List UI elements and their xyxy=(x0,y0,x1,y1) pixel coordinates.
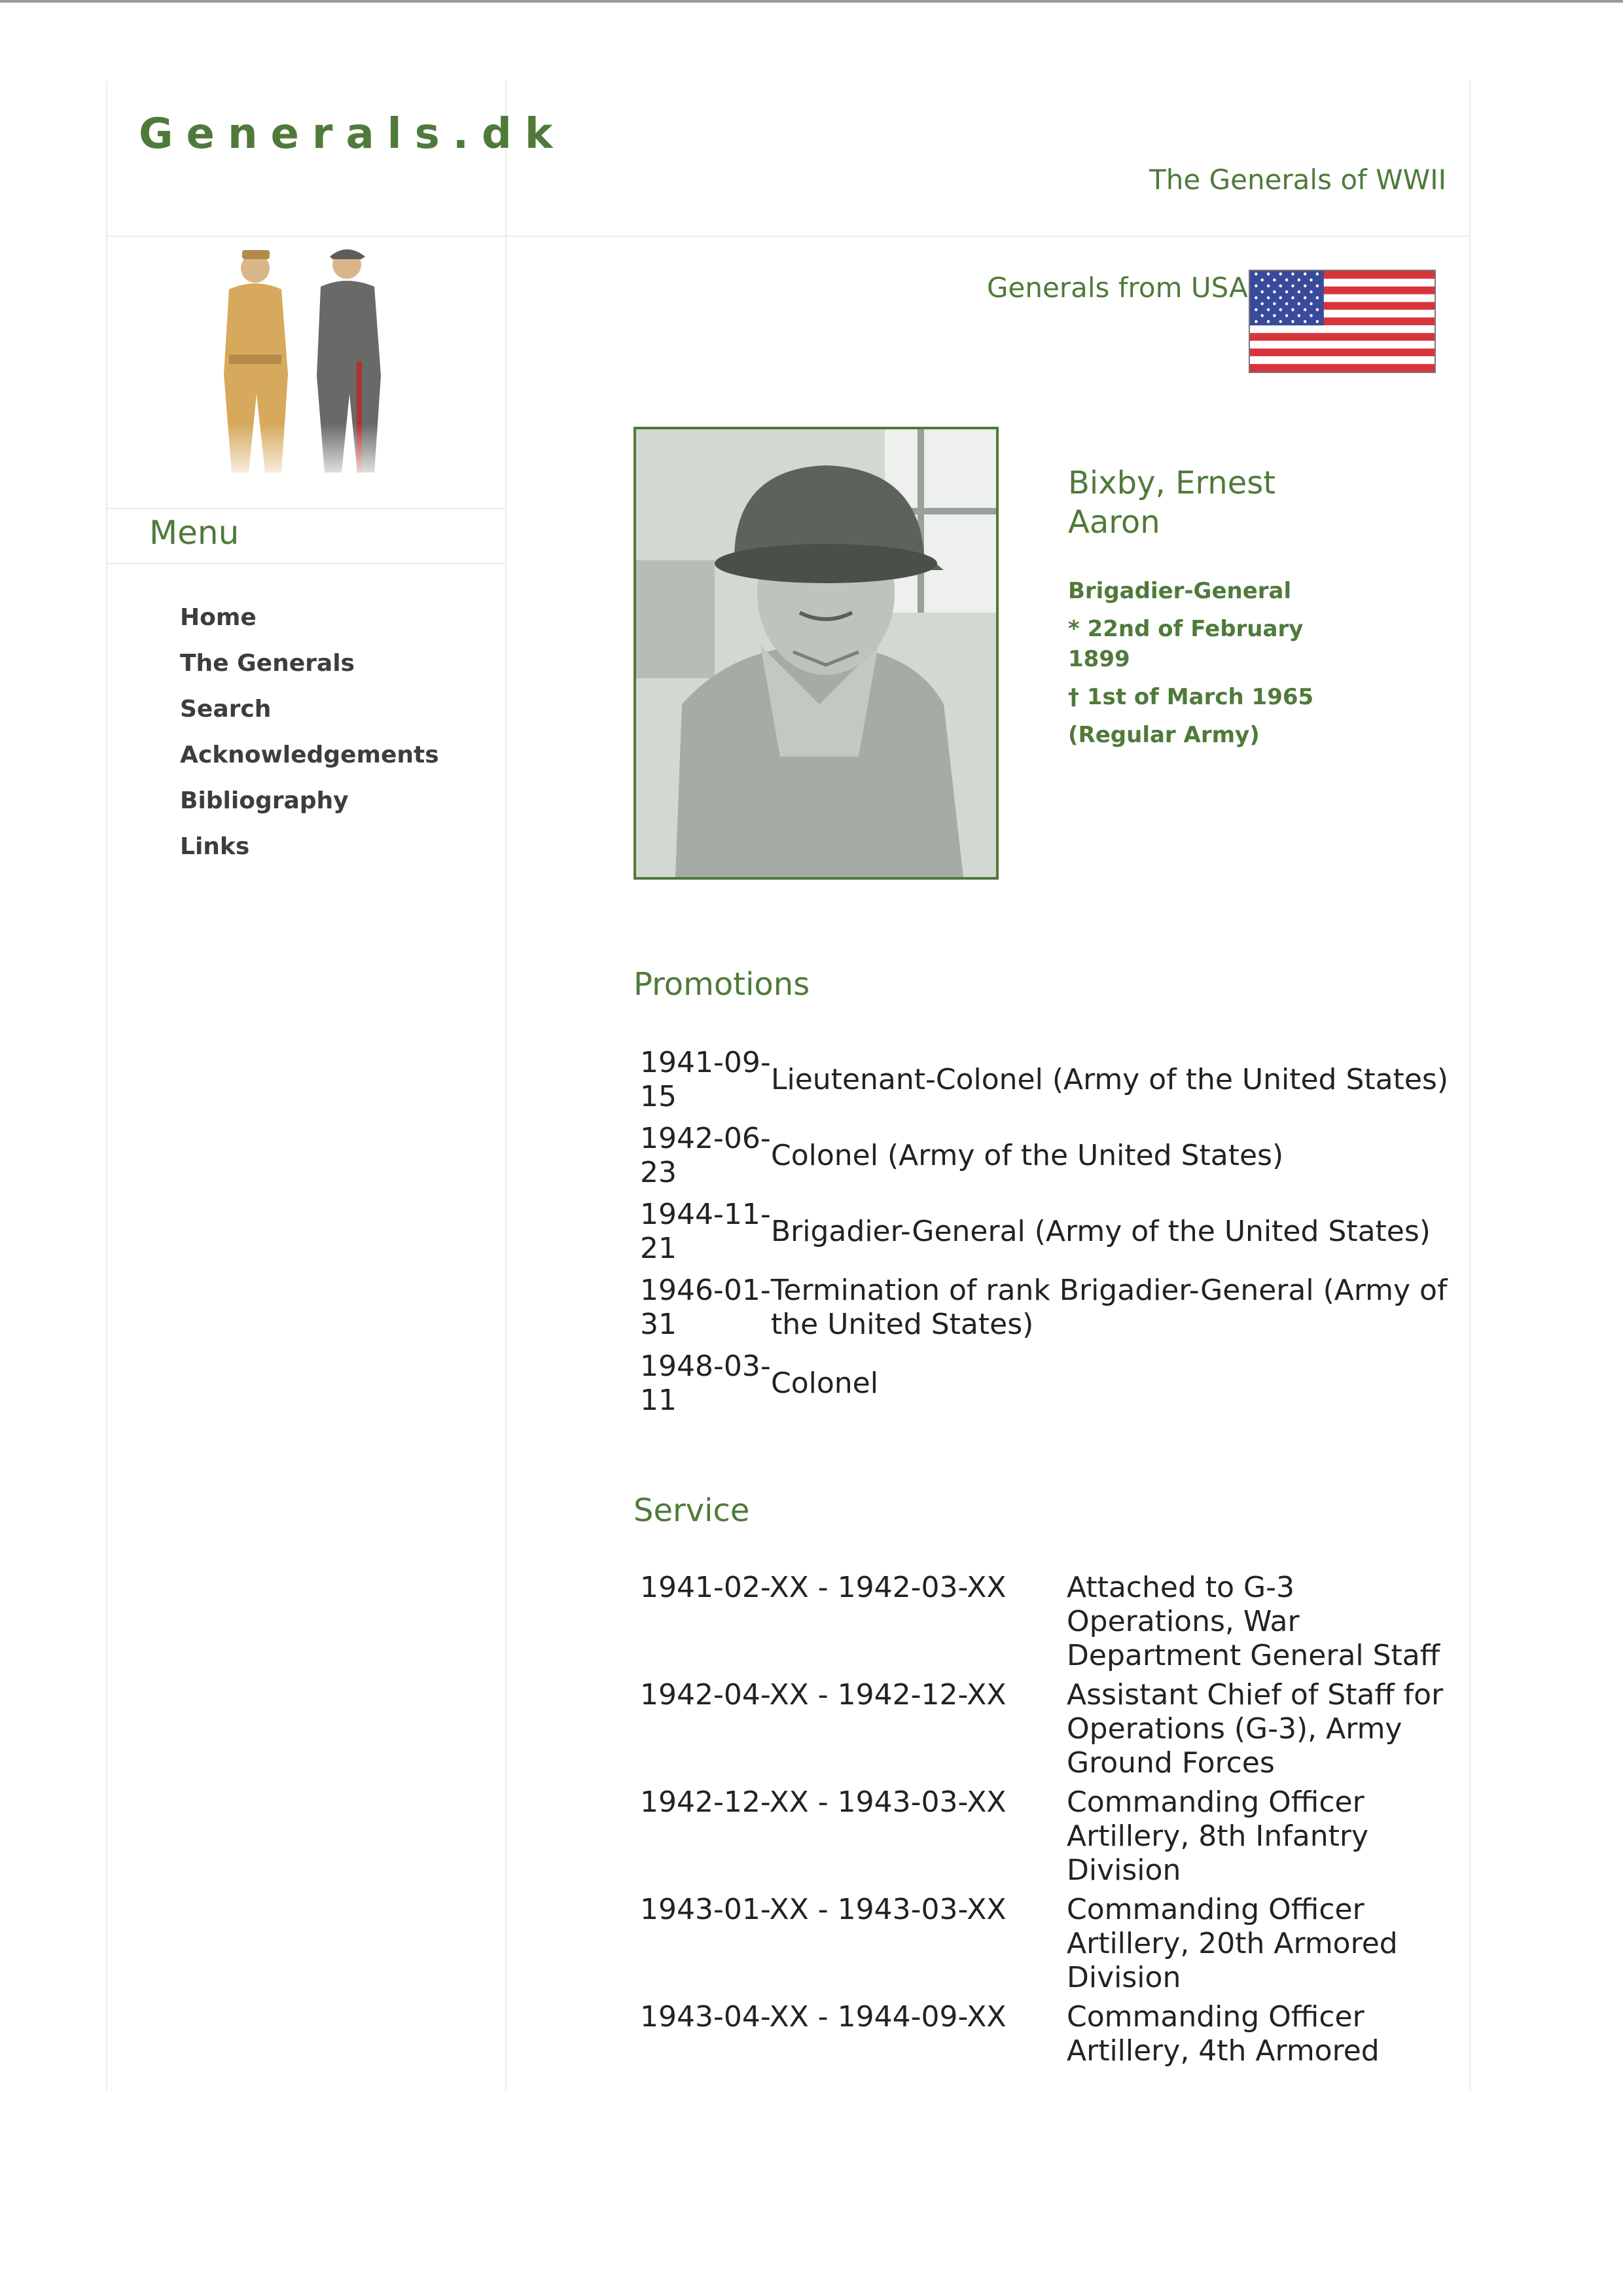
service-row xyxy=(640,1785,1466,1888)
service-period: 1942-12-XX - 1943-03-XX xyxy=(640,1785,1007,1819)
right-border xyxy=(1469,81,1471,2090)
service-row xyxy=(640,1678,1466,1780)
promotion-rank: Lieutenant-Colonel (Army of the United States) xyxy=(771,1063,1449,1096)
menu-title: Menu xyxy=(149,514,240,552)
service-row xyxy=(640,2000,1466,2068)
service-period: 1943-01-XX - 1943-03-XX xyxy=(640,1893,1007,1926)
promotion-date: 1941-09-15 xyxy=(640,1046,771,1113)
promotion-row xyxy=(640,1122,1458,1190)
service-period: 1943-04-XX - 1944-09-XX xyxy=(640,2000,1007,2034)
general-born: * 22nd of February 1899 xyxy=(1068,616,1304,672)
promotion-row xyxy=(640,1198,1458,1266)
general-portrait xyxy=(633,427,999,880)
service-unit: Commanding Officer Artillery, 8th Infantry Division xyxy=(1067,1785,1368,1887)
general-name: Bixby, Ernest Aaron xyxy=(1068,465,1276,541)
country-label: Generals from USA xyxy=(987,272,1248,304)
general-died: † 1st of March 1965 xyxy=(1068,684,1314,710)
service-table xyxy=(640,1571,1466,2073)
site-subtitle: The Generals of WWII xyxy=(1149,164,1446,196)
scan-edge xyxy=(0,0,1623,3)
promotions-title: Promotions xyxy=(633,966,810,1003)
general-rank: Brigadier-General xyxy=(1068,578,1292,604)
general-branch: (Regular Army) xyxy=(1068,722,1260,748)
service-unit: Attached to G-3 Operations, War Department General Staff xyxy=(1067,1571,1440,1672)
usa-flag-icon xyxy=(1249,270,1436,373)
menu-item-links[interactable]: Links xyxy=(180,833,250,860)
soldiers-illustration xyxy=(190,237,419,486)
service-unit: Commanding Officer Artillery, 4th Armored xyxy=(1067,2000,1380,2068)
promotion-date: 1942-06-23 xyxy=(640,1122,771,1189)
general-facts xyxy=(1068,576,1343,758)
menu-top-divider xyxy=(106,508,505,509)
service-unit: Commanding Officer Artillery, 20th Armored Division xyxy=(1067,1893,1398,1994)
menu-item-bibliography[interactable]: Bibliography xyxy=(180,787,349,814)
promotion-rank: Colonel xyxy=(771,1367,878,1400)
promotion-rank: Termination of rank Brigadier-General (Army of the United States) xyxy=(771,1274,1448,1341)
service-title: Service xyxy=(633,1492,750,1529)
service-period: 1942-04-XX - 1942-12-XX xyxy=(640,1678,1007,1712)
promotion-date: 1948-03-11 xyxy=(640,1350,771,1417)
promotion-row xyxy=(640,1350,1458,1418)
promotions-table xyxy=(640,1046,1458,1426)
menu-bottom-divider xyxy=(106,563,505,564)
left-border xyxy=(106,81,107,2090)
service-unit: Assistant Chief of Staff for Operations (G-3), Army Ground Forces xyxy=(1067,1678,1444,1780)
promotion-rank: Colonel (Army of the United States) xyxy=(771,1139,1284,1172)
main-menu xyxy=(180,601,439,876)
promotion-row xyxy=(640,1274,1458,1342)
promotion-date: 1944-11-21 xyxy=(640,1198,771,1265)
promotion-row xyxy=(640,1046,1458,1114)
service-row xyxy=(640,1893,1466,1995)
service-period: 1941-02-XX - 1942-03-XX xyxy=(640,1571,1007,1604)
sidebar-divider xyxy=(505,81,507,2090)
service-row xyxy=(640,1571,1466,1673)
menu-item-the-generals[interactable]: The Generals xyxy=(180,650,355,677)
site-logo[interactable]: Generals.dk xyxy=(139,110,566,158)
menu-item-search[interactable]: Search xyxy=(180,696,272,723)
promotion-date: 1946-01-31 xyxy=(640,1274,771,1341)
menu-item-acknowledgements[interactable]: Acknowledgements xyxy=(180,742,439,768)
promotion-rank: Brigadier-General (Army of the United States) xyxy=(771,1215,1431,1248)
menu-item-home[interactable]: Home xyxy=(180,604,257,631)
